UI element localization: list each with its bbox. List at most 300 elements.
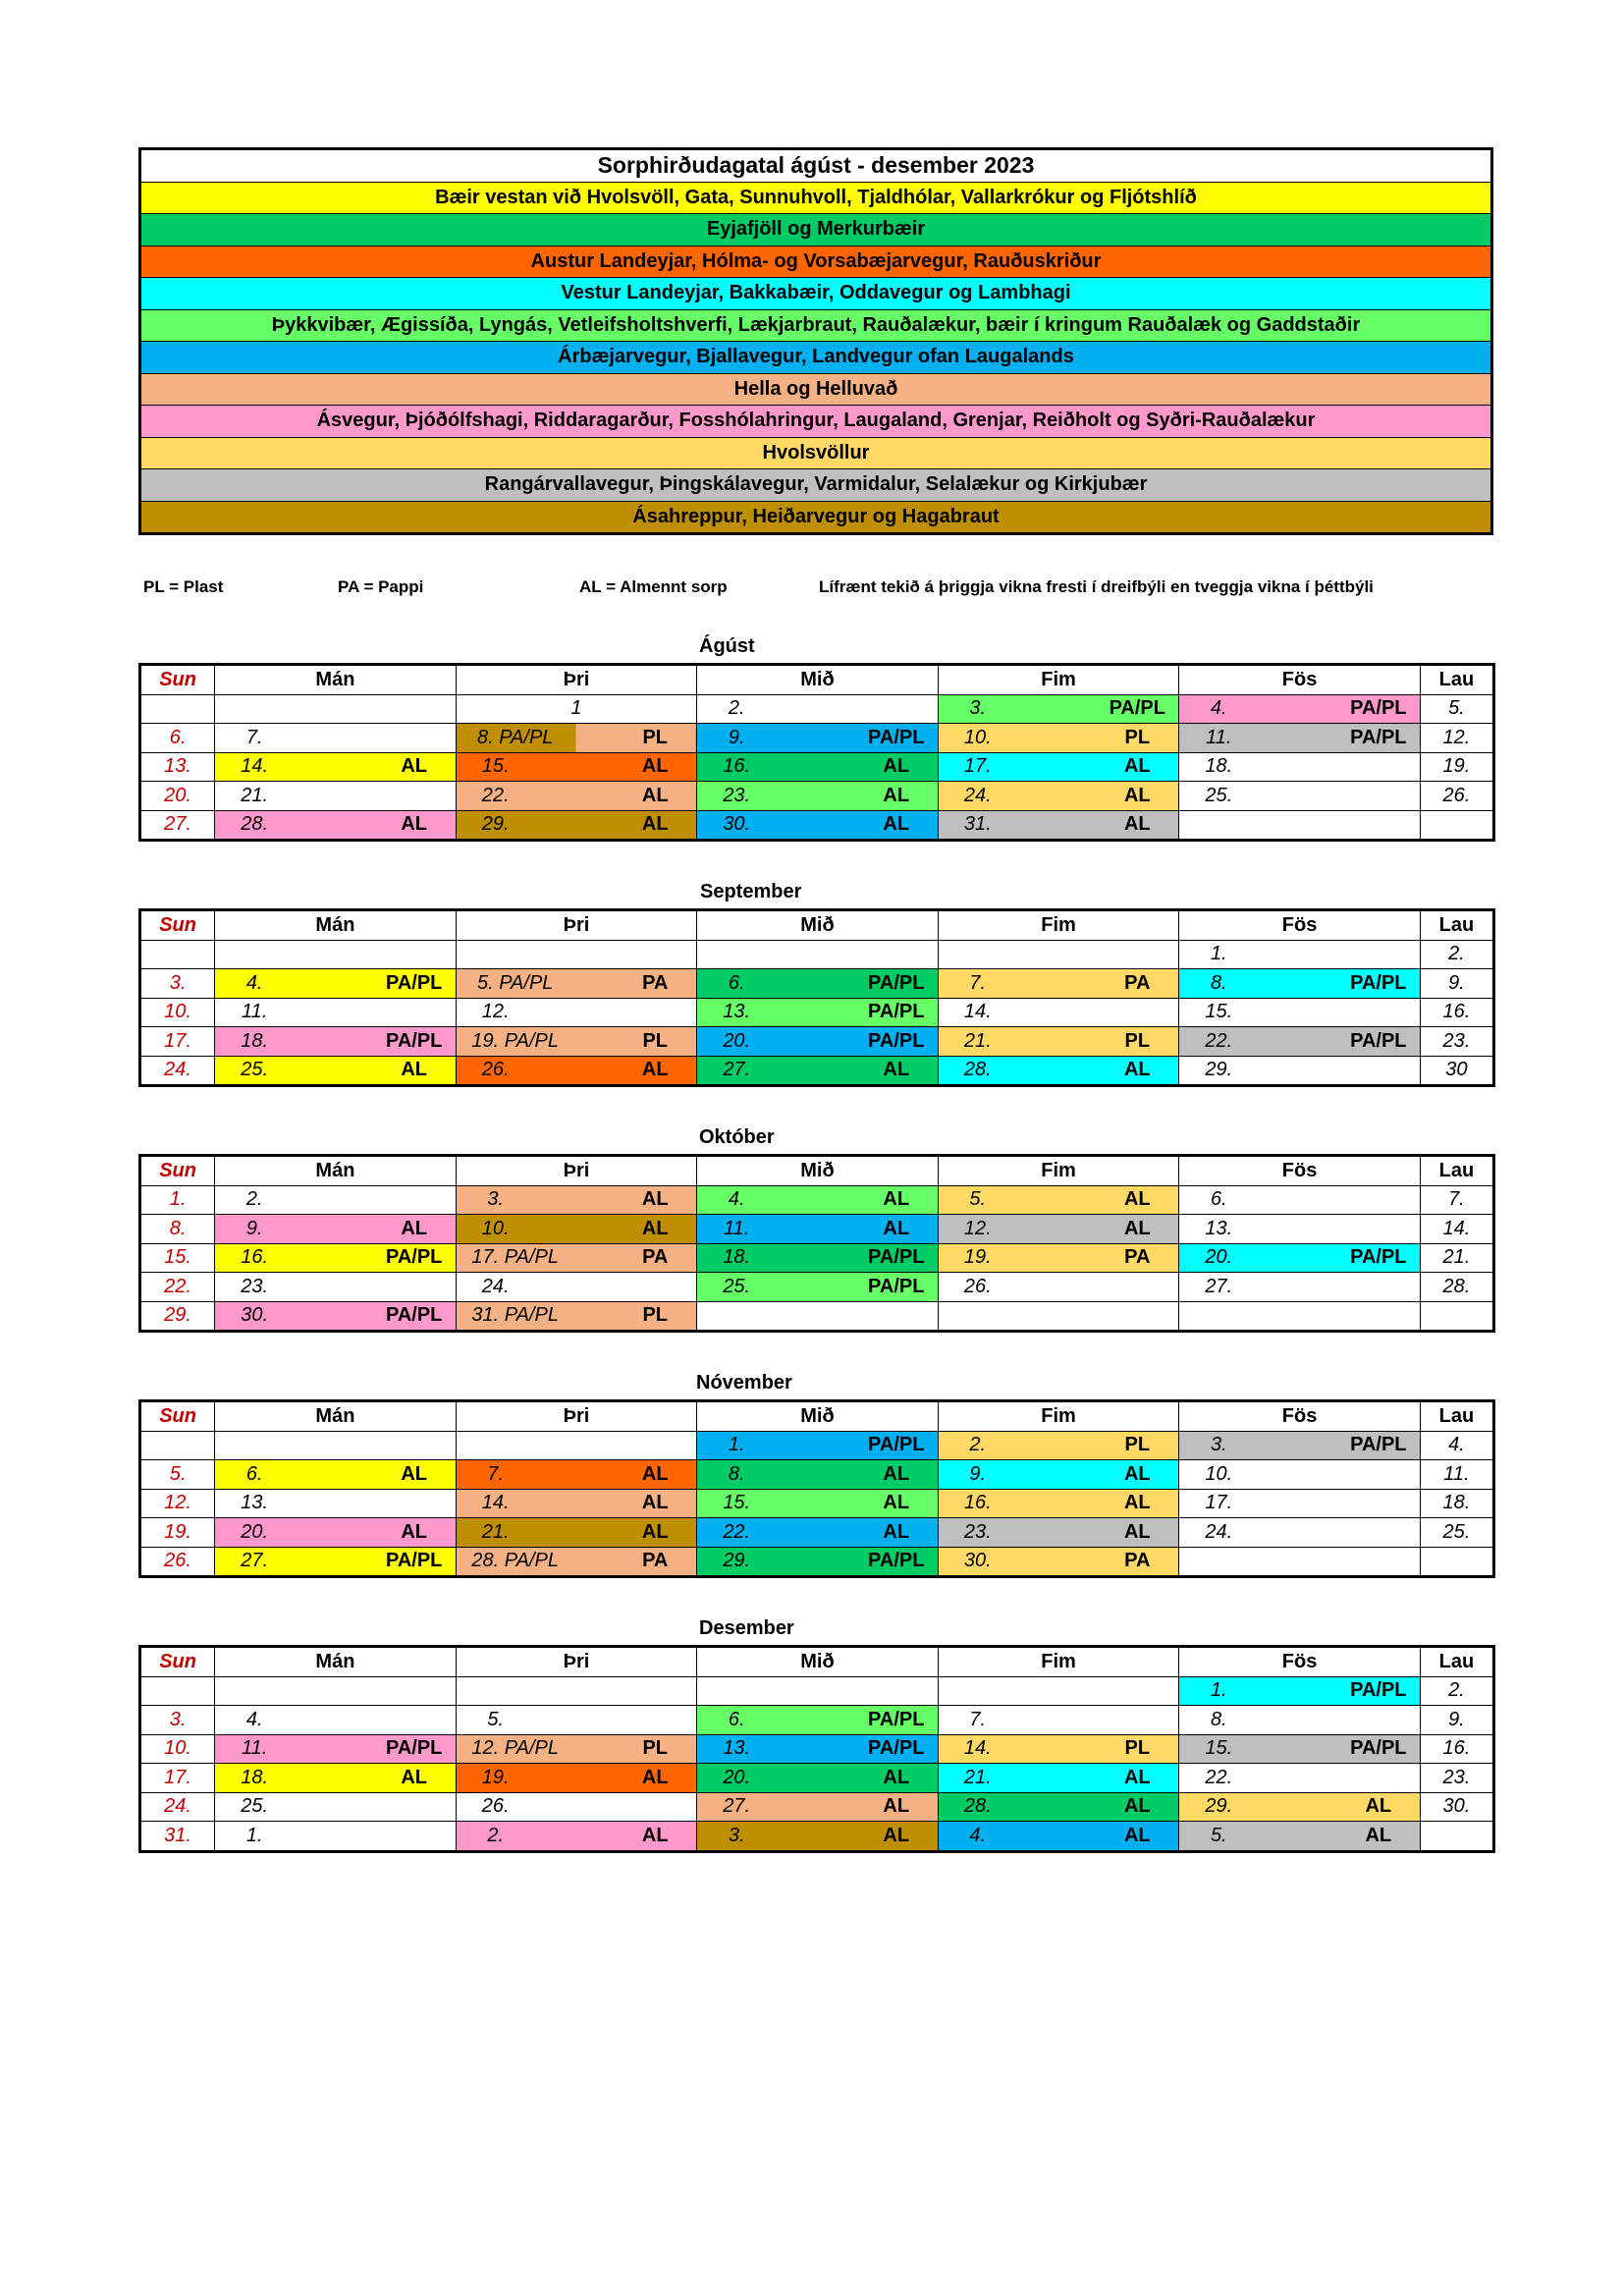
collection-code: PA/PL (868, 1737, 925, 1760)
day-header: Lau (1420, 1401, 1493, 1432)
day-header: Fös (1179, 665, 1421, 695)
day-cell (1179, 1056, 1421, 1086)
day-number: 25. (241, 1059, 269, 1081)
week-row (140, 998, 1494, 1027)
day-cell (938, 724, 1179, 753)
day-header: Þri (456, 1647, 697, 1677)
day-number: 27. (723, 1059, 751, 1081)
sunday-cell: 27. (140, 810, 215, 841)
day-number: 1. (1210, 1679, 1227, 1702)
day-number: 22. (1205, 1766, 1233, 1788)
collection-code: PL (642, 1737, 668, 1760)
day-cell (215, 724, 457, 753)
day-number: 6. (728, 971, 745, 994)
day-cell (938, 1185, 1179, 1215)
day-cell (456, 1273, 697, 1302)
collection-code: AL (1123, 784, 1151, 806)
day-number: 13. (241, 1492, 269, 1514)
day-number: 19. (963, 1246, 992, 1269)
day-number: 26. (963, 1275, 992, 1297)
day-number: 7. (969, 1708, 987, 1730)
day-header: Mið (697, 1401, 939, 1432)
sunday-cell: 26. (140, 1547, 215, 1577)
day-number: 14. (241, 755, 269, 778)
collection-code: PA/PL (1350, 1737, 1407, 1760)
saturday-cell (1420, 1822, 1493, 1852)
day-header: Fim (938, 910, 1179, 941)
day-number: 18. (241, 1766, 269, 1788)
day-number: 5. (1210, 1824, 1227, 1846)
month-title: Október (699, 1126, 775, 1148)
day-cell (456, 1547, 697, 1577)
day-header: Fim (938, 1647, 1179, 1677)
day-cell (456, 1489, 697, 1518)
day-header: Sun (140, 1401, 215, 1432)
collection-code: AL (641, 1824, 669, 1846)
day-number: 31. PA/PL (471, 1304, 559, 1327)
collection-code: AL (1123, 1795, 1151, 1818)
collection-code: PA/PL (1350, 971, 1407, 994)
sunday-cell (140, 1431, 215, 1460)
day-number: 6. (728, 1708, 745, 1730)
day-header: Mán (215, 1401, 457, 1432)
week-row (140, 810, 1494, 841)
day-cell (1179, 969, 1421, 999)
day-cell (456, 810, 697, 841)
day-cell (938, 1460, 1179, 1490)
day-number: 8. PA/PL (476, 726, 554, 748)
day-header: Þri (456, 1156, 697, 1186)
day-number: 28. PA/PL (471, 1550, 559, 1572)
collection-code: PA/PL (868, 971, 925, 994)
day-cell (456, 1301, 697, 1332)
day-cell (456, 1215, 697, 1244)
day-cell (938, 1056, 1179, 1086)
abbrev-pappi: PA = Pappi (338, 577, 424, 596)
day-header: Fös (1179, 1156, 1421, 1186)
collection-code: AL (1123, 1217, 1151, 1239)
day-header: Þri (456, 665, 697, 695)
day-cell (456, 1431, 697, 1460)
day-cell (938, 1706, 1179, 1735)
week-row (140, 1518, 1494, 1548)
day-number: 2. (728, 697, 745, 720)
week-row (140, 940, 1494, 969)
sunday-cell: 19. (140, 1518, 215, 1548)
week-row (140, 1243, 1494, 1273)
collection-code: AL (1123, 1059, 1151, 1081)
saturday-cell: 16. (1420, 998, 1493, 1027)
sunday-cell: 1. (140, 1185, 215, 1215)
month-calendar (138, 1399, 1495, 1578)
day-cell (697, 1215, 939, 1244)
day-cell (215, 998, 457, 1027)
day-cell (697, 1301, 939, 1332)
month-calendar (138, 1154, 1495, 1333)
sunday-cell: 13. (140, 752, 215, 782)
saturday-cell: 19. (1420, 752, 1493, 782)
day-cell (697, 1547, 939, 1577)
day-number: 29. (1205, 1795, 1233, 1818)
area-legend-row: Hvolsvöllur (140, 437, 1492, 469)
saturday-cell: 4. (1420, 1431, 1493, 1460)
day-cell (697, 1027, 939, 1057)
day-number: 21. (963, 1029, 992, 1052)
day-number: 12. PA/PL (471, 1737, 559, 1760)
day-number: 6. (245, 1462, 263, 1485)
month-title: Ágúst (699, 635, 755, 657)
day-header: Mán (215, 910, 457, 941)
area-legend-row: Ásahreppur, Heiðarvegur og Hagabraut (140, 501, 1492, 534)
day-number: 19. (481, 1766, 510, 1788)
day-number: 25. (1205, 784, 1233, 806)
collection-code: AL (883, 784, 910, 806)
day-cell (215, 1431, 457, 1460)
day-header: Mið (697, 1647, 939, 1677)
day-cell (456, 1706, 697, 1735)
day-cell (938, 1431, 1179, 1460)
collection-code: PA/PL (868, 1550, 925, 1572)
day-number: 15. (1205, 1737, 1233, 1760)
sunday-cell: 17. (140, 1027, 215, 1057)
day-number: 4. (969, 1824, 987, 1846)
collection-code: PA/PL (385, 971, 443, 994)
month-title: Nóvember (696, 1372, 792, 1394)
saturday-cell: 11. (1420, 1460, 1493, 1490)
collection-code: AL (401, 1217, 428, 1239)
day-cell (456, 1027, 697, 1057)
collection-code: AL (883, 1217, 910, 1239)
day-cell (215, 940, 457, 969)
day-header: Þri (456, 910, 697, 941)
collection-code: AL (641, 1492, 669, 1514)
saturday-cell (1420, 1547, 1493, 1577)
day-cell (697, 1056, 939, 1086)
day-number: 18. (1205, 755, 1233, 778)
area-legend-row: Hella og Helluvað (140, 373, 1492, 406)
collection-code: AL (883, 1462, 910, 1485)
day-number: 2. (487, 1824, 505, 1846)
day-number: 11. (241, 1001, 268, 1023)
day-cell (697, 940, 939, 969)
collection-code: PA (642, 1550, 669, 1572)
day-number: 1. (1210, 943, 1227, 965)
day-cell (697, 1243, 939, 1273)
area-legend-row: Vestur Landeyjar, Bakkabæir, Oddavegur og Lambhagi (140, 278, 1492, 310)
schedule-title: Sorphirðudagatal ágúst - desember 2023 (140, 149, 1492, 183)
collection-code: PA/PL (868, 1434, 925, 1456)
day-cell (1179, 1734, 1421, 1764)
collection-code: AL (1365, 1824, 1392, 1846)
saturday-cell: 16. (1420, 1734, 1493, 1764)
day-cell (215, 1822, 457, 1852)
day-cell (938, 1489, 1179, 1518)
week-row (140, 969, 1494, 999)
day-header: Mán (215, 1647, 457, 1677)
week-row (140, 1273, 1494, 1302)
day-number: 6. (1210, 1188, 1227, 1211)
day-cell (456, 940, 697, 969)
collection-code: PL (1124, 1737, 1151, 1760)
day-header: Fim (938, 665, 1179, 695)
collection-code: AL (641, 784, 669, 806)
day-number: 19. PA/PL (471, 1029, 559, 1052)
week-row (140, 1431, 1494, 1460)
week-row (140, 1489, 1494, 1518)
day-number: 2. (245, 1188, 263, 1211)
day-number: 3. (969, 697, 987, 720)
day-number: 15. (481, 755, 510, 778)
day-number: 13. (723, 1001, 751, 1023)
day-number: 20. (1205, 1246, 1233, 1269)
saturday-cell: 7. (1420, 1185, 1493, 1215)
day-cell (938, 1792, 1179, 1822)
day-header: Sun (140, 910, 215, 941)
day-cell (215, 752, 457, 782)
area-legend-row: Ásvegur, Þjóðólfshagi, Riddaragarður, Fosshólahringur, Laugaland, Grenjar, Reiðholt og Syðri-Rauðalækur (140, 406, 1492, 438)
week-row (140, 1056, 1494, 1086)
day-number: 2. (969, 1434, 987, 1456)
collection-code: PA (1124, 971, 1151, 994)
day-cell (1179, 782, 1421, 811)
month-calendar (138, 663, 1495, 842)
day-cell (938, 694, 1179, 724)
day-cell (1179, 1792, 1421, 1822)
saturday-cell: 9. (1420, 1706, 1493, 1735)
day-number: 10. (481, 1217, 510, 1239)
day-cell (697, 969, 939, 999)
day-cell (1179, 1706, 1421, 1735)
day-cell (215, 1243, 457, 1273)
day-number: 13. (1205, 1217, 1233, 1239)
day-number: 4. (245, 971, 263, 994)
month-title: September (700, 881, 802, 902)
day-header: Fös (1179, 910, 1421, 941)
day-cell (215, 1792, 457, 1822)
area-legend-row: Eyjafjöll og Merkurbæir (140, 214, 1492, 246)
day-number: 28. (241, 813, 269, 836)
day-header: Fös (1179, 1647, 1421, 1677)
day-number: 14. (963, 1001, 992, 1023)
day-cell (697, 998, 939, 1027)
day-number: 14. (481, 1492, 510, 1514)
collection-code: PA/PL (868, 726, 925, 748)
day-cell (215, 1676, 457, 1706)
day-header: Mán (215, 1156, 457, 1186)
day-cell (697, 810, 939, 841)
sunday-cell (140, 1676, 215, 1706)
day-number: 9. (245, 1217, 263, 1239)
area-legend-row: Árbæjarvegur, Bjallavegur, Landvegur ofan Laugalands (140, 342, 1492, 374)
collection-code: AL (401, 1059, 428, 1081)
day-number: 15. (723, 1492, 751, 1514)
day-header: Fim (938, 1401, 1179, 1432)
day-number: 21. (241, 784, 269, 806)
collection-code: PA/PL (1109, 697, 1165, 720)
collection-code: PL (642, 1029, 668, 1052)
day-number: 13. (723, 1737, 751, 1760)
day-cell (938, 782, 1179, 811)
day-cell (1179, 1489, 1421, 1518)
day-number: 16. (963, 1492, 992, 1514)
day-number: 22. (1205, 1029, 1233, 1052)
day-number: 7. (487, 1462, 505, 1485)
day-cell (938, 1547, 1179, 1577)
saturday-cell: 30. (1420, 1792, 1493, 1822)
area-legend-row: Austur Landeyjar, Hólma- og Vorsabæjarvegur, Rauðuskriður (140, 246, 1492, 278)
saturday-cell: 23. (1420, 1764, 1493, 1793)
day-number: 8. (1210, 971, 1227, 994)
day-header: Fös (1179, 1401, 1421, 1432)
day-cell (697, 1460, 939, 1490)
saturday-cell: 2. (1420, 940, 1493, 969)
collection-code: AL (401, 1462, 428, 1485)
week-row (140, 1734, 1494, 1764)
collection-code: AL (641, 1520, 669, 1543)
sunday-cell: 10. (140, 998, 215, 1027)
collection-code: AL (401, 1520, 428, 1543)
week-row (140, 1706, 1494, 1735)
saturday-cell (1420, 1301, 1493, 1332)
week-row (140, 724, 1494, 753)
day-cell (938, 1027, 1179, 1057)
day-cell (1179, 998, 1421, 1027)
week-row (140, 752, 1494, 782)
day-number: 18. (241, 1029, 269, 1052)
collection-code: AL (641, 813, 669, 836)
week-row (140, 1822, 1494, 1852)
sunday-cell: 20. (140, 782, 215, 811)
week-row (140, 1215, 1494, 1244)
day-cell (215, 1518, 457, 1548)
day-cell (456, 1518, 697, 1548)
abbrev-plast: PL = Plast (143, 577, 224, 596)
collection-code: AL (641, 1059, 669, 1081)
collection-code: AL (1123, 1824, 1151, 1846)
day-cell (456, 752, 697, 782)
day-cell (456, 1734, 697, 1764)
collection-code: AL (1123, 755, 1151, 778)
saturday-cell (1420, 810, 1493, 841)
sunday-cell (140, 940, 215, 969)
day-number: 5. PA/PL (476, 971, 554, 994)
collection-code: PA/PL (868, 1001, 925, 1023)
day-cell (1179, 1243, 1421, 1273)
day-cell (1179, 1822, 1421, 1852)
day-number: 4. (728, 1188, 745, 1211)
collection-code: PL (1124, 1029, 1151, 1052)
collection-code: AL (883, 755, 910, 778)
collection-code: PA/PL (385, 1550, 443, 1572)
day-number: 20. (723, 1766, 751, 1788)
day-cell (697, 1489, 939, 1518)
week-row (140, 1301, 1494, 1332)
sunday-cell: 15. (140, 1243, 215, 1273)
day-number: 8. (1210, 1708, 1227, 1730)
day-cell (938, 969, 1179, 999)
month-title: Desember (699, 1617, 794, 1639)
collection-code: AL (641, 1462, 669, 1485)
collection-code: AL (641, 1188, 669, 1211)
day-cell (456, 724, 697, 753)
day-cell (1179, 1460, 1421, 1490)
sunday-cell: 5. (140, 1460, 215, 1490)
day-number: 31. (963, 813, 992, 836)
day-header: Lau (1420, 910, 1493, 941)
day-cell (938, 1822, 1179, 1852)
saturday-cell: 21. (1420, 1243, 1493, 1273)
week-row (140, 1185, 1494, 1215)
day-number: 17. (963, 755, 992, 778)
day-cell (1179, 1215, 1421, 1244)
week-row (140, 1792, 1494, 1822)
collection-code: PL (642, 726, 668, 748)
collection-code: PA/PL (1350, 726, 1407, 748)
day-cell (1179, 1547, 1421, 1577)
day-cell (1179, 940, 1421, 969)
area-legend-row: Bæir vestan við Hvolsvöll, Gata, Sunnuhvoll, Tjaldhólar, Vallarkrókur og Fljótshlíð (140, 182, 1492, 214)
day-header: Lau (1420, 1647, 1493, 1677)
day-cell (697, 1706, 939, 1735)
day-cell (697, 1185, 939, 1215)
day-number: 20. (241, 1520, 269, 1543)
sunday-cell: 24. (140, 1792, 215, 1822)
collection-code: AL (1365, 1795, 1392, 1818)
day-header: Sun (140, 1156, 215, 1186)
day-cell (697, 724, 939, 753)
day-cell (938, 1243, 1179, 1273)
day-cell (938, 1676, 1179, 1706)
day-cell (938, 998, 1179, 1027)
sunday-cell: 8. (140, 1215, 215, 1244)
day-number: 30. (723, 813, 751, 836)
collection-code: PA/PL (1350, 1679, 1407, 1702)
day-cell (215, 1273, 457, 1302)
day-number: 8. (728, 1462, 745, 1485)
day-number: 25. (241, 1795, 269, 1818)
day-number: 21. (963, 1766, 992, 1788)
collection-code: PA/PL (385, 1246, 443, 1269)
collection-code: PA/PL (1350, 1246, 1407, 1269)
sunday-cell: 29. (140, 1301, 215, 1332)
collection-code: PA/PL (868, 1708, 925, 1730)
collection-code: AL (883, 1188, 910, 1211)
day-cell (938, 1215, 1179, 1244)
day-cell (456, 694, 697, 724)
day-cell (215, 969, 457, 999)
day-cell (938, 1301, 1179, 1332)
abbrev-lifraent-note: Lífrænt tekið á þriggja vikna fresti í dreifbýli en tveggja vikna í þéttbýli (819, 577, 1374, 596)
day-number: 9. (728, 726, 745, 748)
saturday-cell: 28. (1420, 1273, 1493, 1302)
sunday-cell: 17. (140, 1764, 215, 1793)
day-cell (215, 782, 457, 811)
collection-code: PA/PL (385, 1304, 443, 1327)
collection-code: AL (641, 1766, 669, 1788)
collection-code: AL (401, 1766, 428, 1788)
day-number: 18. (723, 1246, 751, 1269)
day-cell (456, 1243, 697, 1273)
day-number: 23. (241, 1275, 269, 1297)
day-number: 25. (723, 1275, 751, 1297)
day-cell (456, 1185, 697, 1215)
day-number: 3. (487, 1188, 505, 1211)
abbreviation-key (143, 577, 1498, 601)
collection-code: PA/PL (385, 1737, 443, 1760)
day-number: 10. (1205, 1462, 1233, 1485)
day-number: 5. (487, 1708, 505, 1730)
day-cell (215, 1185, 457, 1215)
